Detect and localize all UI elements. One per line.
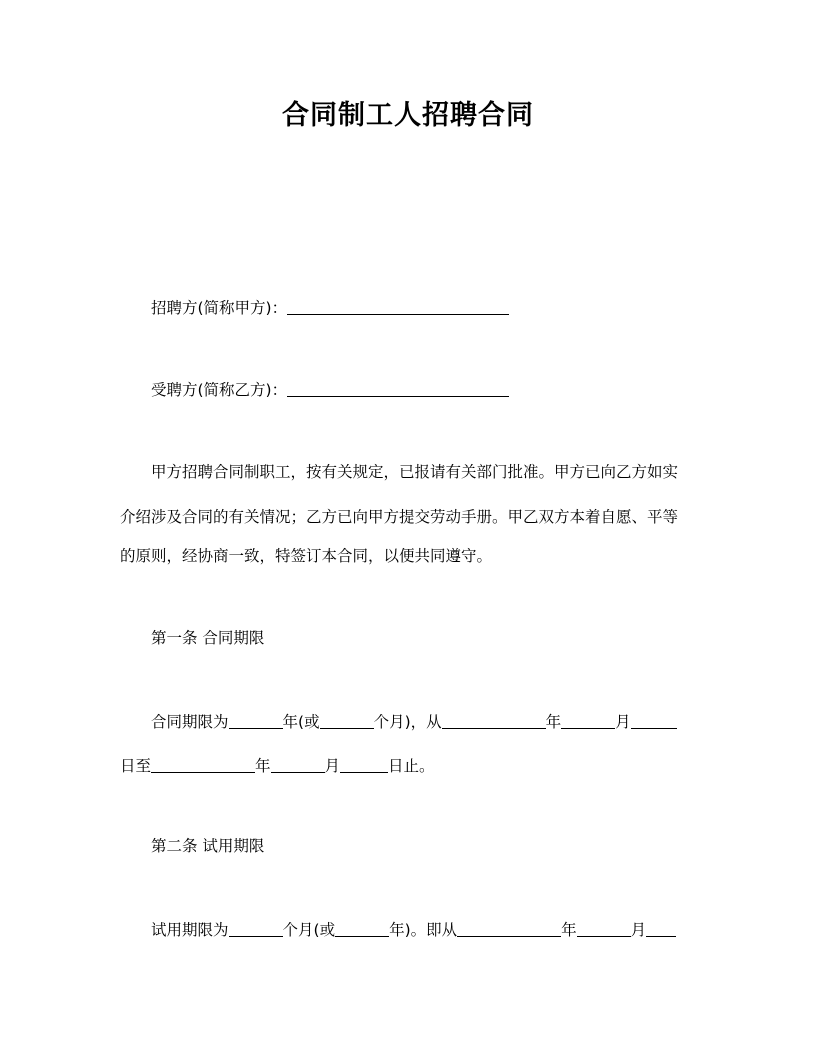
probation-years-blank xyxy=(335,920,389,937)
article2-line-1 xyxy=(120,918,731,942)
intro-line-3: 的原则，经协商一致，特签订本合同，以便共同遵守。 xyxy=(120,547,493,565)
article2-text-a: 试用期限为 xyxy=(151,921,229,939)
article2-heading: 第二条 试用期限 xyxy=(151,837,265,855)
start-month-blank xyxy=(561,712,615,729)
article1-heading: 第一条 合同期限 xyxy=(151,629,265,647)
years-blank xyxy=(229,712,283,729)
article1-text-e: 月 xyxy=(615,713,631,731)
article1-text-g: 年 xyxy=(255,757,271,775)
end-year-blank xyxy=(151,756,255,773)
article2-text-d: 年 xyxy=(561,921,577,939)
start-year-blank xyxy=(442,712,546,729)
party-b-line xyxy=(120,378,731,402)
probation-months-blank xyxy=(229,920,283,937)
end-day-blank xyxy=(340,756,388,773)
party-a-label: 招聘方(简称甲方)： xyxy=(151,299,288,317)
probation-start-year-blank xyxy=(457,920,561,937)
article1-text-b: 年(或 xyxy=(282,713,320,731)
party-a-line xyxy=(120,296,731,320)
probation-start-day-blank xyxy=(646,920,676,937)
party-a-blank xyxy=(287,298,509,315)
probation-start-month-blank xyxy=(577,920,631,937)
party-b-blank xyxy=(287,380,509,397)
article2-text-b: 个月(或 xyxy=(282,921,336,939)
article1-line-2 xyxy=(120,754,700,778)
article2-text-e: 月 xyxy=(630,921,647,939)
article1-text-c: 个月)，从 xyxy=(373,713,442,731)
article2-text-c: 年)。即从 xyxy=(389,921,458,939)
months-blank xyxy=(320,712,374,729)
article1-text-h: 月 xyxy=(324,757,341,775)
end-month-blank xyxy=(271,756,325,773)
article1-text-d: 年 xyxy=(545,713,562,731)
intro-line-2: 介绍涉及合同的有关情况；乙方已向甲方提交劳动手册。甲乙双方本着自愿、平等 xyxy=(120,508,679,526)
article1-text-a: 合同期限为 xyxy=(151,713,229,731)
intro-line-1: 甲方招聘合同制职工，按有关规定，已报请有关部门批准。甲方已向乙方如实 xyxy=(151,463,679,481)
article1-line-1 xyxy=(120,710,731,734)
party-b-label: 受聘方(简称乙方)： xyxy=(151,381,288,399)
document-title: 合同制工人招聘合同 xyxy=(282,100,534,131)
start-day-blank xyxy=(631,712,677,729)
article1-text-i: 日止。 xyxy=(388,757,435,775)
article1-text-f: 日至 xyxy=(120,757,152,775)
